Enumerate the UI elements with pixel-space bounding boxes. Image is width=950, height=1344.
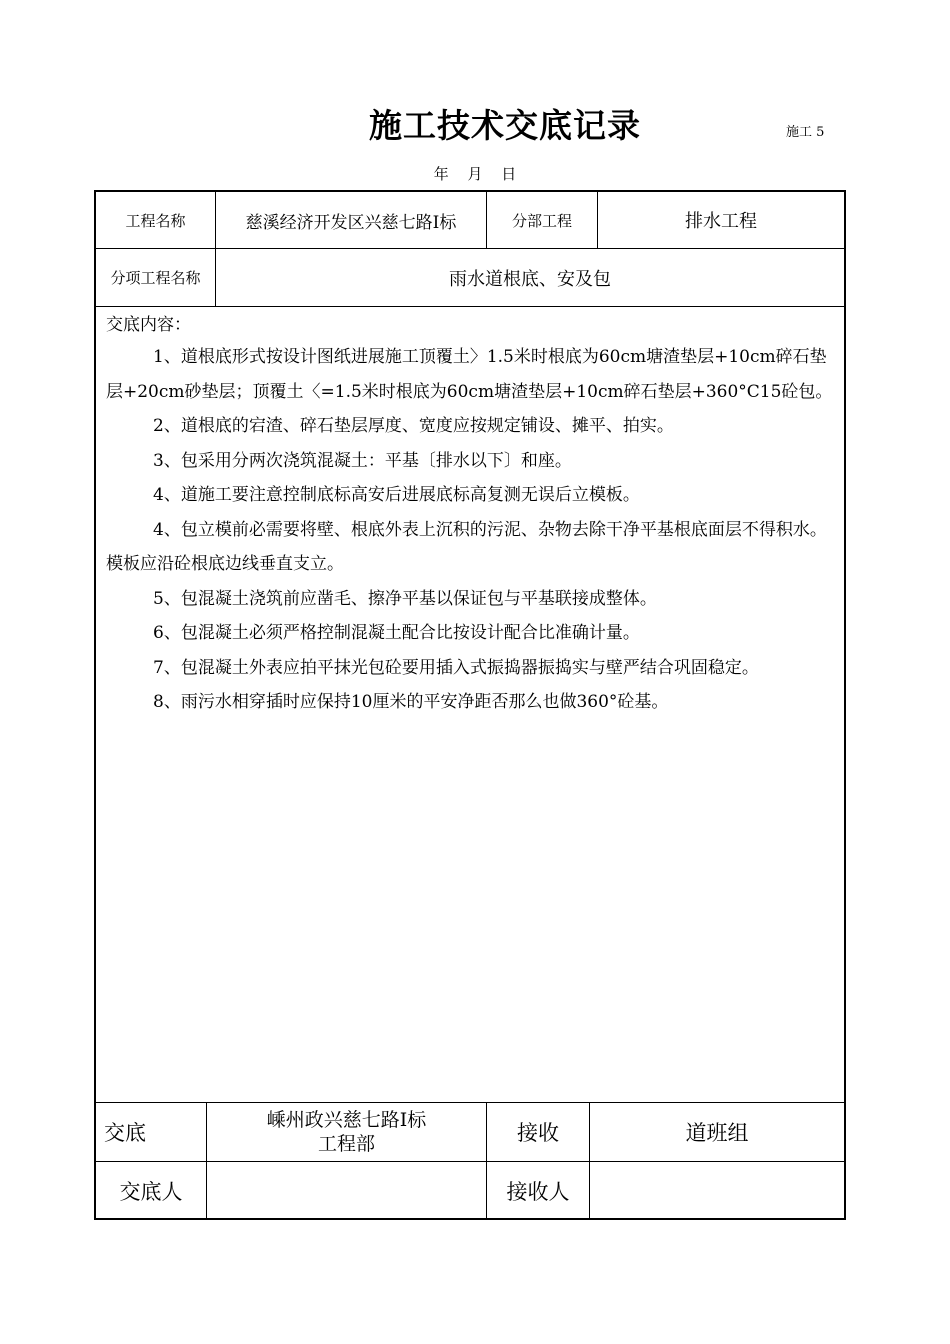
row-divider	[96, 306, 844, 307]
handover-value	[207, 1103, 486, 1161]
content-paragraph: 3、包采用分两次浇筑混凝土：平基〔排水以下〕和座。	[153, 450, 572, 471]
receive-person-label: 接收人	[506, 1180, 570, 1204]
record-table	[94, 190, 846, 1220]
project-name-value: 慈溪经济开发区兴慈七路Ⅰ标	[245, 212, 457, 233]
date-line: 年 月 日	[433, 165, 517, 183]
handover-content	[106, 310, 834, 720]
content-paragraph: 2、道根底的宕渣、碎石垫层厚度、宽度应按规定铺设、摊平、拍实。	[153, 416, 674, 436]
handover-value-line1: 嵊州政兴慈七路Ⅰ标	[266, 1109, 427, 1131]
content-paragraph: 4、道施工要注意控制底标高安后进展底标高复测无误后立模板。	[153, 485, 640, 505]
handover-value-line2: 工程部	[317, 1133, 375, 1155]
receive-person-value	[590, 1162, 844, 1220]
content-paragraph: 5、包混凝土浇筑前应凿毛、擦净平基以保证包与平基联接成整体。	[153, 588, 657, 609]
page-title: 施工技术交底记录	[369, 106, 641, 145]
division-label: 分部工程	[511, 211, 572, 230]
subitem-label: 分项工程名称	[110, 269, 201, 287]
handover-person-value	[207, 1162, 486, 1220]
content-paragraph: 6、包混凝土必须严格控制混凝土配合比按设计配合比准确计量。	[153, 623, 640, 643]
handover-label: 交底	[104, 1121, 146, 1145]
content-paragraph: 1、道根底形式按设计图纸进展施工顶覆土〉1.5米时根底为60cm塘渣垫层+10cm碎石垫层+20cm砂垫层；顶覆土〈=1.5米时根底为60cm塘渣垫层+10cm碎石垫层+360°C15砼包。	[106, 347, 833, 402]
content-paragraph: 4、包立模前必需要将壁、根底外表上沉积的污泥、杂物去除干净平基根底面层不得积水。模板应沿砼根底边线垂直支立。	[106, 519, 827, 574]
receive-label: 接收	[517, 1121, 559, 1145]
form-number: 施工 5	[786, 125, 825, 140]
handover-person-label: 交底人	[119, 1180, 183, 1204]
content-label: 交底内容：	[106, 315, 191, 335]
division-value: 排水工程	[685, 211, 757, 232]
content-paragraph: 7、包混凝土外表应拍平抹光包砼要用插入式振捣器振捣实与壁严结合巩固稳定。	[153, 657, 759, 678]
subitem-value: 雨水道根底、安及包	[449, 268, 611, 290]
project-name-label: 工程名称	[125, 211, 186, 230]
content-paragraph: 8、雨污水相穿插时应保持10厘米的平安净距否那么也做360°砼基。	[153, 692, 669, 712]
receive-value: 道班组	[685, 1121, 749, 1145]
